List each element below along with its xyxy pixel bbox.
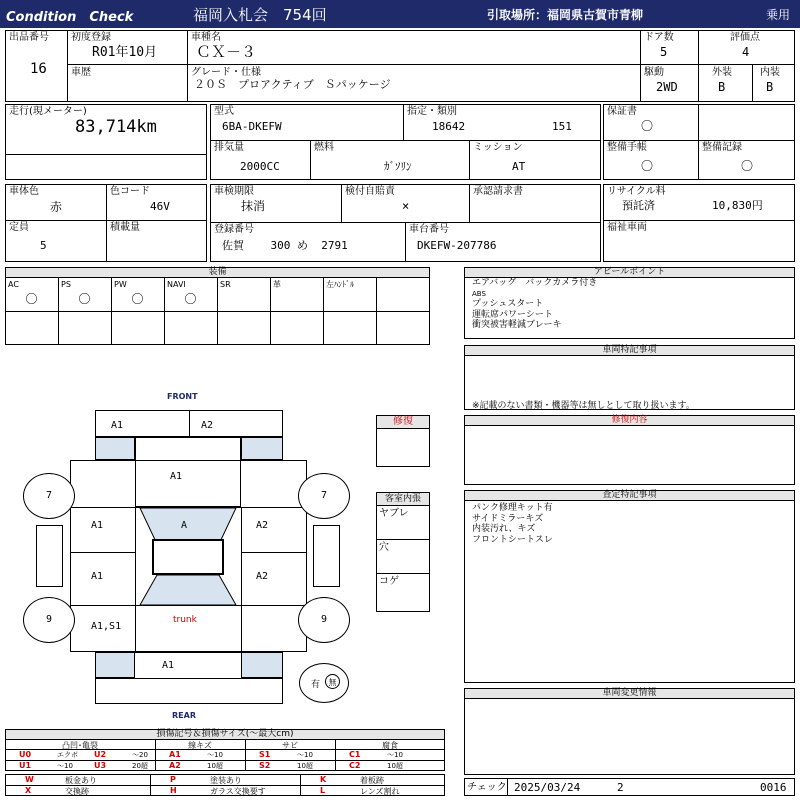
model-label: 車種名 — [191, 32, 221, 43]
lot-label: 出品番号 — [9, 32, 49, 43]
appeal-line: ABS — [472, 289, 486, 298]
tire-fl-value: 7 — [45, 490, 53, 501]
cabin-glass — [135, 507, 241, 607]
inspector-line: パンク修理キット有 — [472, 503, 553, 513]
recycle-status: 預託済 — [622, 199, 655, 212]
mark-front-right: A2 — [201, 420, 214, 431]
grade-value: ２０Ｓ プロアクティブ Ｓパッケージ — [194, 78, 391, 91]
legend-size: 10超 — [297, 762, 313, 770]
insurance-value: × — [402, 199, 410, 213]
equipment-label: AC — [8, 280, 19, 289]
repair-detail-box — [464, 425, 795, 485]
appeal-line: 運転席パワーシート — [472, 309, 553, 320]
appeal-lines — [472, 278, 597, 331]
inspection-label: 車検期限 — [214, 186, 254, 197]
legend-size: 10超 — [387, 762, 403, 770]
manual-value: 〇 — [641, 159, 654, 173]
mark-left-quarter: A1,S1 — [91, 621, 122, 632]
inspection-value: 抹消 — [241, 199, 266, 213]
appeal-line: エアバッグ バックカメラ付き — [472, 278, 598, 288]
mark-left-front-door: A1 — [91, 520, 104, 531]
mileage-value: 83,714km — [75, 117, 157, 137]
legend-size: 10超 — [207, 762, 223, 770]
vehicle-category: 乗用 — [766, 8, 791, 22]
int-label: 内装 — [760, 67, 780, 78]
welfare-label: 福祉車両 — [607, 222, 647, 233]
special-header: 車両特記事項 — [464, 345, 795, 356]
legend-code: C2 — [349, 761, 361, 770]
mark-windshield: A — [181, 520, 188, 531]
equipment-label: PW — [114, 280, 127, 289]
trunk-label: trunk — [173, 615, 197, 625]
fuel-label: 燃料 — [314, 142, 334, 153]
legend-meaning: ガラス交換要す — [210, 787, 266, 796]
front-label: FRONT — [167, 392, 198, 401]
grade-label: グレード・仕様 — [191, 67, 261, 78]
legend-code: S1 — [259, 750, 271, 759]
legend-meaning: 板金あり — [65, 776, 97, 785]
check-label: チェック — [467, 782, 507, 793]
equipment-value: 〇 — [25, 292, 38, 306]
change-box — [464, 698, 795, 775]
tire-rl-value: 9 — [45, 614, 53, 625]
interior-tear: ヤブレ — [379, 508, 409, 519]
chassis-value: DKEFW-207786 — [417, 239, 497, 252]
check-date: 2025/03/24 — [514, 781, 581, 794]
doors-value: 5 — [660, 45, 668, 59]
legend-size: ～10 — [387, 751, 403, 759]
drive-label: 駆動 — [644, 67, 664, 78]
load-label: 積載量 — [110, 222, 140, 233]
mark-right-rear-door: A2 — [256, 571, 269, 582]
reg-no-value — [222, 239, 348, 253]
equipment-header: 装備 — [5, 267, 430, 278]
equipment-value: 〇 — [184, 292, 197, 306]
pickup-label: 引取場所： — [487, 8, 548, 22]
equipment-label: PS — [61, 280, 71, 289]
legend-size: エクボ — [57, 751, 78, 759]
legend-meaning: 交換跡 — [65, 787, 89, 796]
legend-meaning: 着板跡 — [360, 776, 384, 785]
equipment-label: NAVI — [167, 280, 186, 289]
legend-size: ～10 — [207, 751, 223, 759]
appeal-line: 衝突被害軽減ブレーキ — [472, 320, 562, 330]
first-reg-value: R01年10月 — [92, 45, 158, 60]
mission-label: ミッション — [473, 142, 523, 153]
legend-code: U1 — [19, 761, 32, 770]
legend-size: ～20 — [132, 751, 148, 759]
rear-label: REAR — [172, 711, 196, 720]
ext-label: 外装 — [712, 67, 732, 78]
recycle-label: リサイクル料 — [607, 186, 666, 197]
type-value: 6BA-DKEFW — [222, 120, 282, 133]
spare-mark-text: 無 — [328, 678, 337, 687]
inspector-line: サイドミラーキズ — [472, 513, 544, 524]
check-num: 2 — [617, 781, 624, 794]
interior-box-title: 客室内張 — [376, 492, 430, 506]
equipment-label: SR — [220, 280, 231, 289]
tire-fr-value: 7 — [320, 490, 328, 501]
equipment-value: 〇 — [131, 292, 144, 306]
mission-value: AT — [512, 160, 526, 173]
score-label: 評価点 — [730, 32, 760, 43]
approval-label: 承認請求書 — [473, 186, 523, 197]
color-code-label: 色コード — [110, 186, 150, 197]
legend-size: ～10 — [297, 751, 313, 759]
legend-title: 損傷記号＆損傷サイズ(～最大cm) — [5, 729, 445, 740]
capacity-value: 5 — [40, 239, 47, 252]
legend-code: S2 — [259, 761, 271, 770]
tire-rr-value: 9 — [320, 614, 328, 625]
legend-code: A2 — [169, 761, 181, 770]
mark-rear-bumper: A1 — [162, 660, 175, 671]
fuel-value: ｶﾞｿﾘﾝ — [384, 160, 412, 173]
legend-symbol: P — [170, 775, 176, 784]
legend-size: ～10 — [57, 762, 73, 770]
mark-right-front-door: A2 — [256, 520, 269, 531]
mark-front-left: A1 — [111, 420, 124, 431]
equipment-label: 革 — [273, 280, 281, 289]
legend-group: 腐食 — [382, 741, 398, 750]
check-code: 0016 — [760, 781, 787, 794]
inspector-line: フロントシートスレ — [472, 534, 553, 545]
score-value: 4 — [742, 45, 750, 59]
reg-area: 佐賀 — [222, 239, 244, 252]
interior-burn: コゲ — [379, 576, 399, 587]
legend-symbol: W — [25, 775, 34, 784]
drive-value: 2WD — [656, 80, 678, 94]
legend-symbol: K — [320, 775, 327, 784]
legend-symbol: L — [320, 786, 326, 795]
repair-box-title: 修復 — [376, 415, 430, 429]
warranty-value: 〇 — [641, 119, 654, 133]
capacity-label: 定員 — [9, 222, 29, 233]
displacement-value: 2000CC — [240, 160, 280, 173]
color-label: 車体色 — [9, 186, 39, 197]
repair-detail-header: 修復内容 — [464, 415, 795, 426]
reg-no-label: 登録番号 — [214, 224, 254, 235]
mark-left-rear-door: A1 — [91, 571, 104, 582]
model-value: ＣＸ－３ — [196, 43, 257, 61]
inspector-header: 査定特記事項 — [464, 490, 795, 501]
change-header: 車両変更情報 — [464, 688, 795, 699]
inspector-lines — [472, 503, 553, 545]
reg-class: 300 — [270, 239, 291, 252]
chassis-label: 車台番号 — [409, 224, 449, 235]
designation-value: 18642 — [432, 120, 466, 133]
insurance-label: 検付自賠責 — [345, 186, 395, 197]
header-title-left: Condition Check — [6, 10, 134, 25]
first-reg-label: 初度登録 — [71, 32, 111, 43]
color-code-value: 46V — [150, 200, 170, 213]
recycle-fee: 10,830円 — [712, 199, 763, 212]
legend-code: C1 — [349, 750, 361, 759]
spare-tire — [299, 663, 349, 703]
pickup-location — [487, 6, 643, 23]
type-label: 型式 — [214, 106, 234, 117]
legend-code: U2 — [94, 750, 107, 759]
displacement-label: 排気量 — [214, 142, 244, 153]
legend-symbol: X — [25, 786, 32, 795]
special-note: ※記載のない書類・機器等は無しとして取り扱います。 — [472, 401, 695, 411]
record-value: 〇 — [741, 159, 754, 173]
mileage-label: 走行(現メーター) — [9, 106, 87, 117]
manual-label: 整備手帳 — [607, 142, 647, 153]
doors-label: ドア数 — [644, 32, 674, 43]
legend-meaning: レンズ割れ — [360, 787, 400, 796]
mark-hood: A1 — [170, 471, 183, 482]
record-label: 整備記録 — [702, 142, 742, 153]
color-value: 赤 — [50, 200, 63, 214]
inspector-line: 内装汚れ、キズ — [472, 524, 536, 534]
legend-size: 20超 — [132, 762, 148, 770]
legend-code: U0 — [19, 750, 32, 759]
appeal-header: アピールポイント — [464, 267, 795, 278]
interior-hole: 穴 — [379, 542, 389, 553]
pickup-place: 福岡県古賀市青柳 — [547, 8, 644, 22]
equipment-label: 左ﾊﾝﾄﾞﾙ — [326, 280, 354, 289]
history-label: 車歴 — [71, 67, 91, 78]
legend-group: サビ — [282, 741, 298, 750]
classification-value: 151 — [552, 120, 572, 133]
lot-value: 16 — [30, 61, 47, 77]
warranty-label: 保証書 — [607, 106, 637, 117]
appeal-line: プッシュスタート — [472, 299, 544, 309]
legend-symbol: H — [170, 786, 177, 795]
auction-name: 福岡入札会 754回 — [193, 6, 327, 24]
designation-label: 指定・類別 — [407, 106, 457, 117]
int-value: B — [766, 80, 774, 94]
legend-group: 線キズ — [188, 741, 212, 750]
spare-label: 有 — [311, 680, 321, 690]
legend-code: A1 — [169, 750, 181, 759]
ext-value: B — [718, 80, 726, 94]
reg-kana: め — [297, 239, 308, 252]
legend-group: 凸凹･亀裂 — [62, 741, 98, 750]
legend-meaning: 塗装あり — [210, 776, 242, 785]
equipment-value: 〇 — [78, 292, 91, 306]
legend-code: U3 — [94, 761, 107, 770]
reg-num: 2791 — [321, 239, 348, 252]
